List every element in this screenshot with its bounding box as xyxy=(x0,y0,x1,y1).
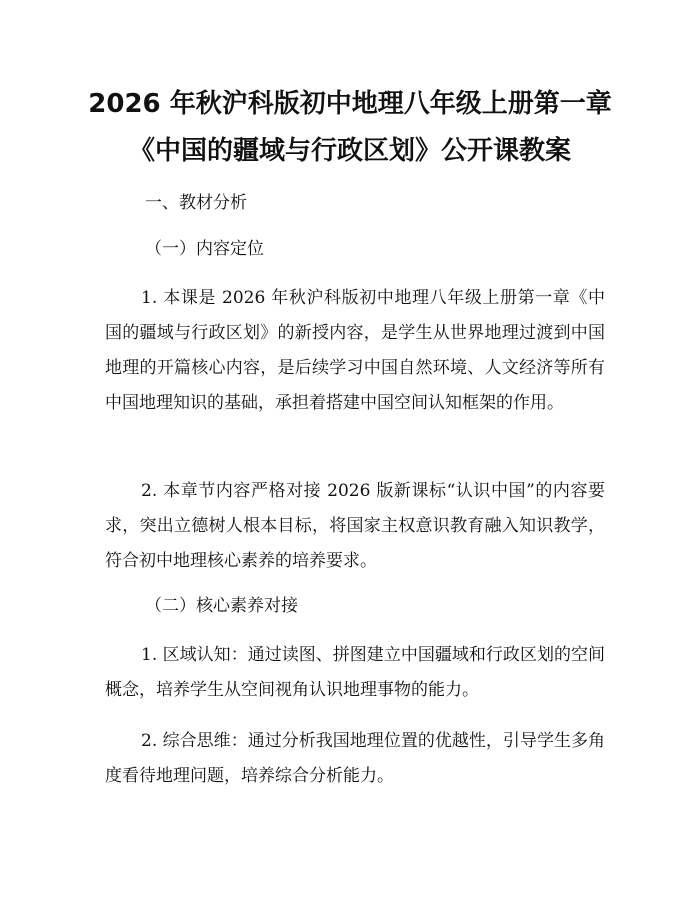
paragraph-content-positioning-1: 1. 本课是 2026 年秋沪科版初中地理八年级上册第一章《中国的疆域与行政区划》的新授内容，是学生从世界地理过渡到中国地理的开篇核心内容，是后续学习中国自然环境、人文经济等所有中国地理知识的基础，承担着搭建中国空间认知框架的作用。 xyxy=(105,288,605,413)
document-title-line-2: 《中国的疆域与行政区划》公开课教案 xyxy=(128,136,571,166)
paragraph-regional-cognition: 1. 区域认知：通过读图、拼图建立中国疆域和行政区划的空间概念，培养学生从空间视角认识地理事物的能力。 xyxy=(105,645,605,700)
document-title-line-1: 2026 年秋沪科版初中地理八年级上册第一章 xyxy=(88,89,612,119)
section-heading-textbook-analysis: 一、教材分析 xyxy=(145,193,247,213)
subsection-heading-content-positioning: （一）内容定位 xyxy=(145,239,264,259)
subsection-heading-core-literacy: （二）核心素养对接 xyxy=(145,596,298,616)
paragraph-content-positioning-2: 2. 本章节内容严格对接 2026 版新课标“认识中国”的内容要求，突出立德树人根本目标，将国家主权意识教育融入知识教学，符合初中地理核心素养的培养要求。 xyxy=(105,481,605,571)
paragraph-comprehensive-thinking: 2. 综合思维：通过分析我国地理位置的优越性，引导学生多角度看待地理问题，培养综合分析能力。 xyxy=(105,731,605,786)
